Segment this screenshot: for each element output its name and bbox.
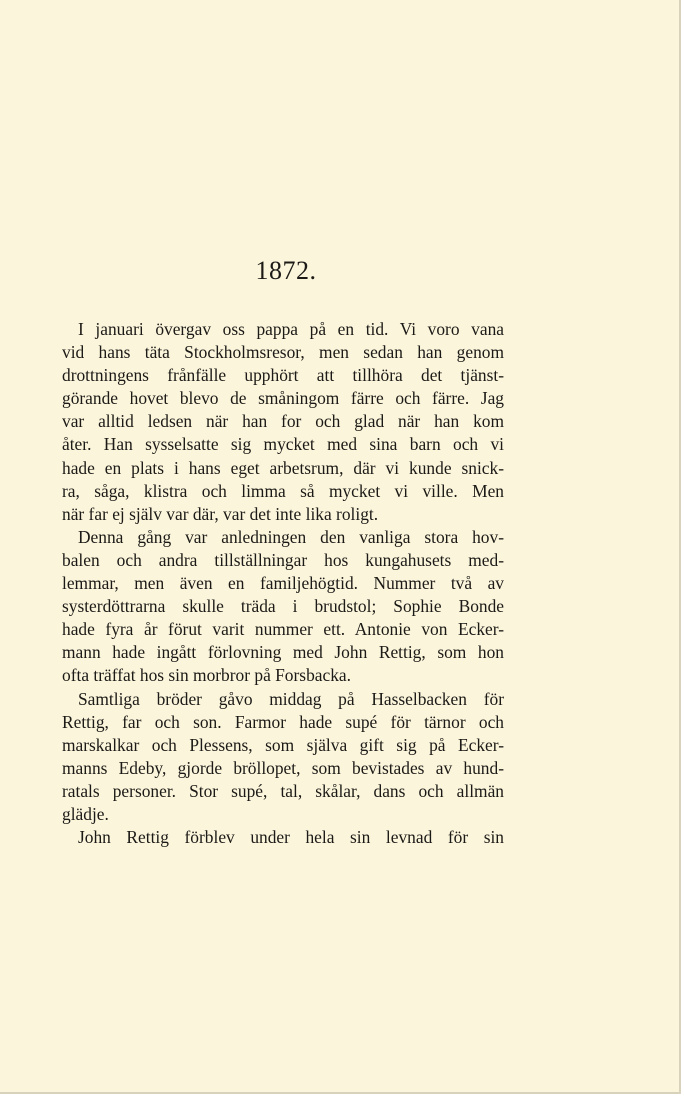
text-line: lemmar, men även en familjehögtid. Nummer två av: [62, 573, 504, 594]
text-line: marskalkar och Plessens, som själva gift sig på Ecker-: [62, 734, 504, 755]
paragraph: [62, 318, 504, 526]
text-line: hade fyra år förut varit nummer ett. Antonie von Ecker-: [62, 619, 504, 640]
paragraph: [62, 688, 504, 827]
text-line: var alltid ledsen när han for och glad när han kom: [62, 411, 504, 432]
page-heading-year: 1872.: [255, 256, 317, 285]
text-line: vid hans täta Stockholmsresor, men sedan han genom: [62, 342, 504, 363]
text-line: balen och andra tillställningar hos kungahusets med-: [62, 549, 504, 570]
text-line: I januari övergav oss pappa på en tid. Vi voro vana: [78, 319, 504, 339]
paragraph: [62, 826, 504, 849]
text-line: görande hovet blevo de småningom färre och färre. Jag: [62, 388, 504, 409]
text-line: när far ej själv var där, var det inte lika roligt.: [62, 503, 379, 524]
text-line: glädje.: [62, 803, 109, 824]
text-line: systerdöttrarna skulle träda i brudstol; Sophie Bonde: [62, 596, 504, 617]
text-line: mann hade ingått förlovning med John Rettig, som hon: [62, 642, 504, 663]
text-line: manns Edeby, gjorde bröllopet, som bevistades av hund-: [62, 757, 504, 778]
text-line: Samtliga bröder gåvo middag på Hasselbacken för: [78, 688, 504, 709]
text-line: drottningens frånfälle upphört att tillhöra det tjänst-: [62, 365, 504, 386]
text-line: ratals personer. Stor supé, tal, skålar, dans och allmän: [62, 780, 504, 801]
text-line: ra, såga, klistra och limma så mycket vi ville. Men: [62, 480, 504, 501]
text-line: hade en plats i hans eget arbetsrum, där vi kunde snick-: [62, 457, 504, 478]
text-line: Rettig, far och son. Farmor hade supé för tärnor och: [62, 711, 504, 732]
body-text: [62, 318, 504, 849]
paragraph: [62, 526, 504, 688]
text-line: åter. Han sysselsatte sig mycket med sina barn och vi: [62, 434, 504, 455]
text-line: Denna gång var anledningen den vanliga stora hov-: [78, 526, 504, 547]
text-line: John Rettig förblev under hela sin levnad för sin: [78, 827, 504, 848]
text-line: ofta träffat hos sin morbror på Forsbacka.: [62, 665, 351, 686]
